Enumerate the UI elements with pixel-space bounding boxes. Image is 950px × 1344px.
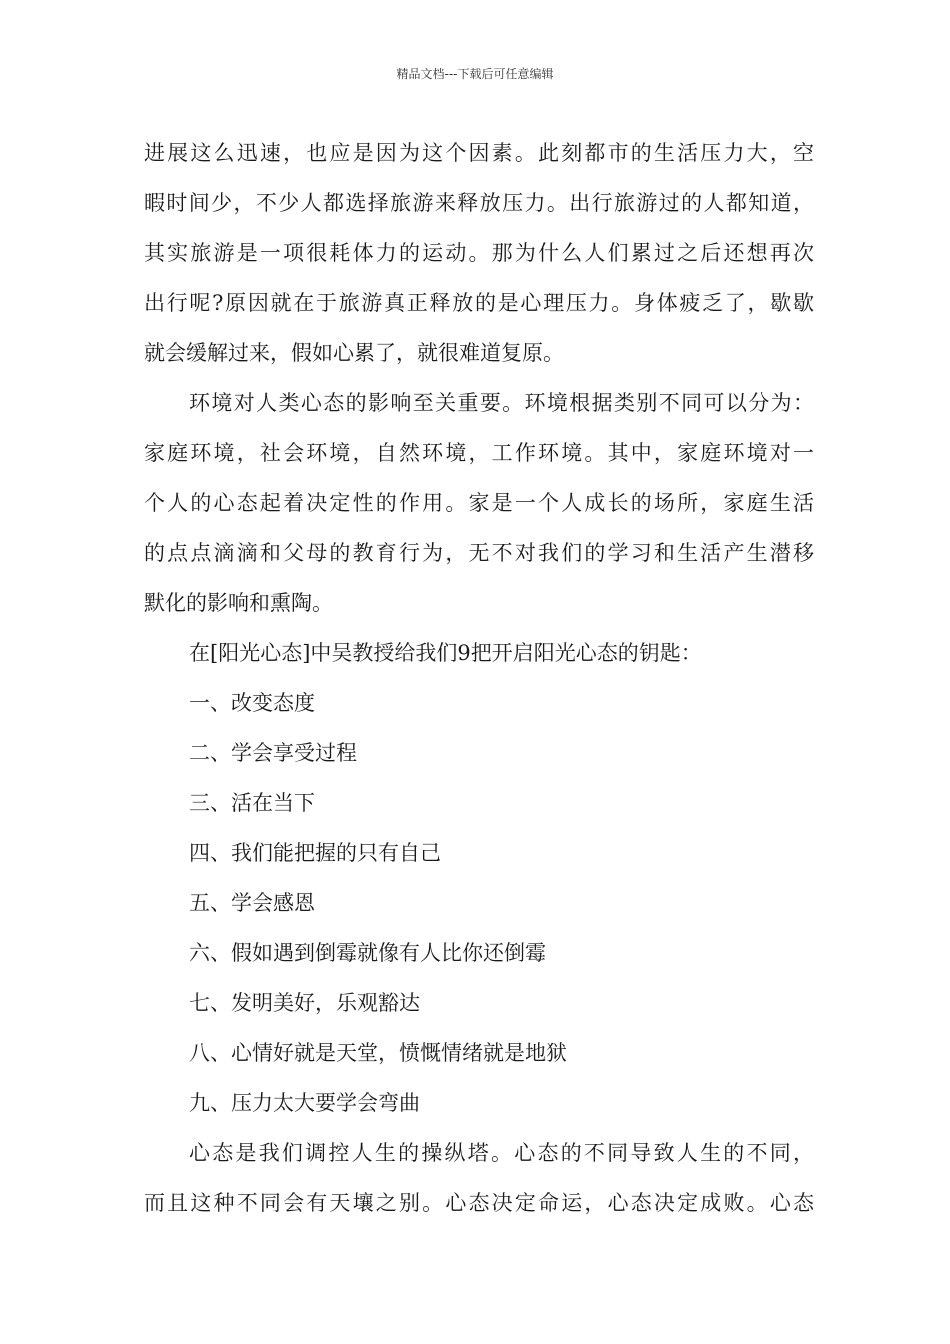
text-line: 的点点滴滴和父母的教育行为，无不对我们的学习和生活产生潜移 — [144, 541, 814, 565]
text-line: 环境对人类心态的影响至关重要。环境根据类别不同可以分为： — [189, 391, 814, 415]
text-line: 九、压力太大要学会弯曲 — [189, 1091, 420, 1115]
text-line: 家庭环境，社会环境，自然环境，工作环境。其中，家庭环境对一 — [144, 441, 814, 465]
document-body — [144, 128, 814, 1228]
text-line: 就会缓解过来，假如心累了，就很难道复原。 — [144, 341, 564, 365]
text-line: 个人的心态起着决定性的作用。家是一个人成长的场所，家庭生活 — [144, 491, 814, 515]
text-line: 二、学会享受过程 — [189, 741, 357, 765]
text-line: 在[阳光心态]中吴教授给我们9把开启阳光心态的钥匙： — [189, 641, 702, 665]
text-line: 默化的影响和熏陶。 — [144, 591, 333, 615]
text-line: 四、我们能把握的只有自己 — [189, 841, 441, 865]
text-line: 七、发明美好，乐观豁达 — [189, 991, 420, 1015]
text-line: 一、改变态度 — [189, 691, 315, 715]
text-line: 三、活在当下 — [189, 791, 315, 815]
text-line: 进展这么迅速，也应是因为这个因素。此刻都市的生活压力大，空 — [144, 141, 814, 165]
text-line: 而且这种不同会有天壤之别。心态决定命运，心态决定成败。心态 — [144, 1191, 814, 1215]
text-line: 出行呢?原因就在于旅游真正释放的是心理压力。身体疲乏了，歇歇 — [144, 291, 814, 315]
text-line: 六、假如遇到倒霉就像有人比你还倒霉 — [189, 941, 546, 965]
text-line: 八、心情好就是天堂，愤慨情绪就是地狱 — [189, 1041, 567, 1065]
text-line: 暇时间少，不少人都选择旅游来释放压力。出行旅游过的人都知道， — [144, 191, 814, 215]
text-line: 心态是我们调控人生的操纵塔。心态的不同导致人生的不同， — [189, 1141, 814, 1165]
page-header: 精品文档---下载后可任意编辑 — [396, 67, 554, 81]
text-line: 其实旅游是一项很耗体力的运动。那为什么人们累过之后还想再次 — [144, 241, 814, 265]
text-line: 五、学会感恩 — [189, 891, 315, 915]
